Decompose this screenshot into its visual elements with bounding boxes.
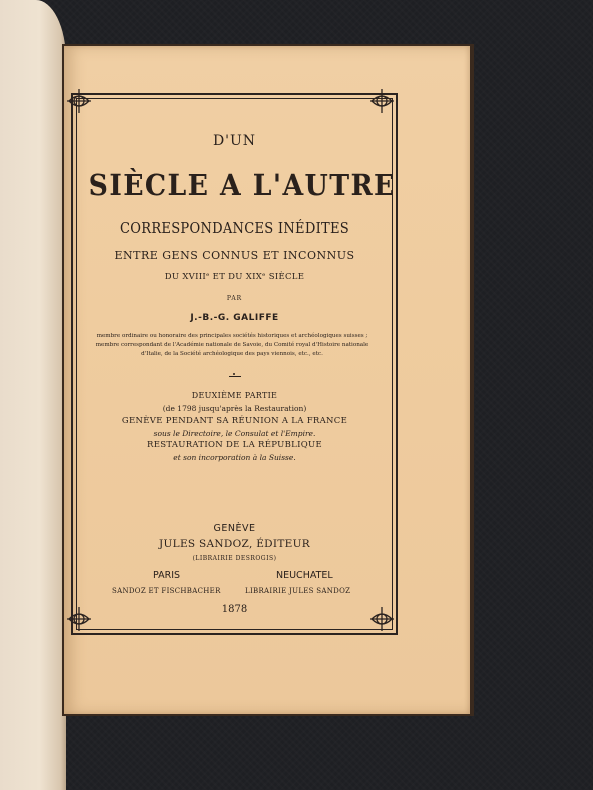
part-dates: (de 1798 jusqu'après la Restauration) (162, 404, 307, 413)
publisher-left: SANDOZ ET FISCHBACHER (112, 587, 221, 595)
publisher-right: LIBRAIRIE JULES SANDOZ (245, 587, 351, 595)
corner-ornament-top-left-icon (64, 86, 94, 116)
divider-rule (229, 376, 241, 377)
publisher-note: (LIBRAIRIE DESROGIS) (192, 555, 277, 562)
city-right: NEUCHATEL (276, 570, 333, 581)
part-subject2-detail: et son incorporation à la Suisse. (173, 453, 296, 462)
part-subject-detail: sous le Directoire, le Consulat et l'Empire. (153, 429, 316, 438)
publisher: JULES SANDOZ, ÉDITEUR (159, 538, 310, 550)
city-left: PARIS (153, 570, 181, 581)
part-subject2: RESTAURATION DE LA RÉPUBLIQUE (147, 440, 322, 450)
subtitle-line2: ENTRE GENS CONNUS ET INCONNUS (114, 249, 355, 262)
divider-dot (233, 373, 235, 375)
left-page-edge (0, 0, 66, 790)
title-preposition: D'UN (212, 133, 257, 149)
subtitle: CORRESPONDANCES INÉDITES (120, 221, 349, 237)
publication-year: 1878 (221, 604, 248, 615)
author-description: membre ordinaire ou honoraire des principales sociétés historiques et archéologiques suisses ; membre correspondant de l'Académie nationale de Savoie, du Comité royal d'Histoire nationale d'Italie, de la Société archéologique des pays viennois, etc., etc. (95, 333, 369, 357)
part-label: DEUXIÈME PARTIE (191, 391, 278, 400)
author-name: J.-B.-G. GALIFFE (190, 313, 279, 323)
main-title: SIÈCLE A L'AUTRE (88, 168, 396, 202)
corner-ornament-top-right-icon (367, 86, 397, 116)
century-line: DU XVIIIᵉ ET DU XIXᵉ SIÈCLE (164, 272, 305, 282)
by-label: PAR (226, 295, 243, 302)
publication-place: GENÈVE (213, 523, 256, 534)
part-subject: GENÈVE PENDANT SA RÉUNION A LA FRANCE (121, 416, 348, 426)
